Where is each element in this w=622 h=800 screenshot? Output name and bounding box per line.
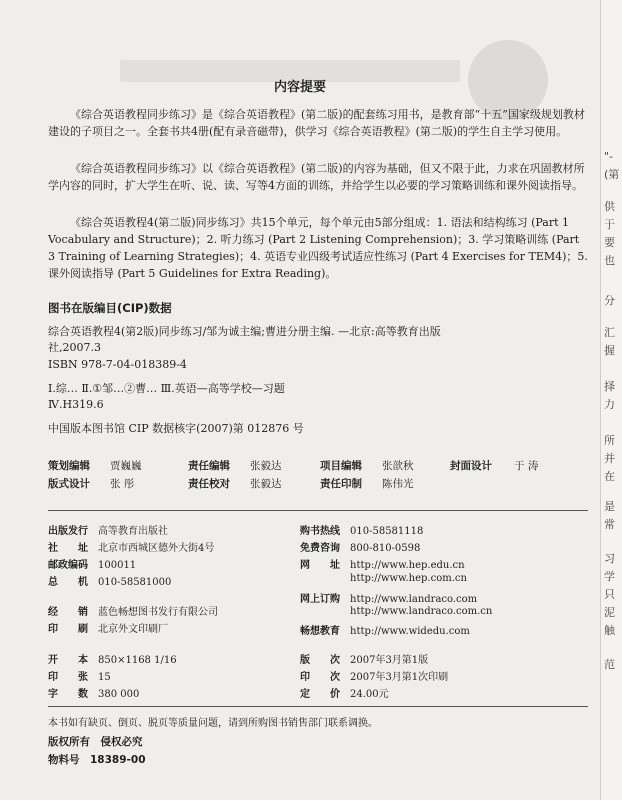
pub-left-5: 印 刷 北京外文印刷厂 — [48, 624, 168, 635]
pub-left-8: 字 数 380 000 — [48, 689, 140, 700]
pub-right-3: http://www.hep.com.cn — [350, 573, 467, 584]
pub-right-8: 印 次 2007年3月第1次印刷 — [300, 672, 449, 683]
staff-value: 贾巍巍 — [110, 460, 142, 472]
adjacent-glyph: 供 — [604, 200, 615, 213]
adjacent-page-edge — [600, 0, 622, 800]
adjacent-glyph: 握 — [604, 344, 615, 357]
pub-left-3: 总 机 010-58581000 — [48, 577, 172, 588]
pub-right-7: 版 次 2007年3月第1版 — [300, 655, 429, 666]
adjacent-glyph: 汇 — [604, 326, 615, 339]
adjacent-glyph: 泥 — [604, 606, 615, 619]
adjacent-glyph: (第 — [604, 168, 620, 181]
pub-left-4: 经 销 蓝色畅想图书发行有限公司 — [48, 607, 218, 618]
cip-entry: 综合英语教程4(第2版)同步练习/邹为诚主编;曹进分册主编. —北京:高等教育出版社,2007.3 — [48, 325, 441, 354]
pub-right-6: 畅想教育 http://www.widedu.com — [300, 626, 470, 637]
staff-label: 策划编辑 — [48, 460, 90, 472]
adjacent-glyph: 是 — [604, 500, 615, 513]
summary-paragraph-1: 《综合英语教程同步练习》是《综合英语教程》(第二版)的配套练习用书，是教育部“十五”国家级规划教材建设的子项目之一。全套书共4册(配有录音磁带)，供学习《综合英语教程》(第二版)的学生自主学习使用。 — [48, 108, 585, 138]
staff-value: 于 涛 — [514, 460, 539, 472]
pub-right-5: http://www.landraco.com.cn — [350, 606, 493, 617]
quality-notice: 本书如有缺页、倒页、脱页等质量问题，请到所购图书销售部门联系调换。 — [48, 718, 378, 729]
adjacent-glyph: 学 — [604, 570, 615, 583]
staff-label: 责任印制 — [320, 478, 362, 490]
adjacent-glyph: 只 — [604, 588, 615, 601]
summary-paragraph-2: 《综合英语教程同步练习》以《综合英语教程》(第二版)的内容为基础，但又不限于此，力求在巩固教材所学内容的同时，扩大学生在听、说、读、写等4方面的训练，并给学生以必要的学习策略训练和课外阅读指导。 — [48, 162, 585, 192]
staff-row-2 — [48, 476, 588, 492]
material-number: 物料号 18389-00 — [48, 754, 146, 766]
adjacent-glyph: 在 — [604, 470, 615, 483]
rights-notice: 版权所有 侵权必究 — [48, 736, 143, 748]
pub-right-4: 网上订购 http://www.landraco.com — [300, 594, 478, 605]
adjacent-glyph: 也 — [604, 254, 615, 267]
adjacent-glyph: 分 — [604, 294, 615, 307]
pub-right-1: 免费咨询 800-810-0598 — [300, 543, 421, 554]
page-title: 内容提要 — [273, 80, 326, 95]
adjacent-glyph: "- — [604, 150, 614, 163]
cip-classification-2: Ⅳ.H319.6 — [48, 398, 104, 411]
pub-right-9: 定 价 24.00元 — [300, 689, 389, 700]
adjacent-glyph: 择 — [604, 380, 615, 393]
isbn: ISBN 978-7-04-018389-4 — [48, 358, 187, 371]
adjacent-glyph: 常 — [604, 518, 615, 531]
summary-paragraph-3: 《综合英语教程4(第二版)同步练习》共15个单元，每个单元由5部分组成：1. 语法和结构练习 (Part 1 Vocabulary and Structure)；2. 听力练习 (Part 2 Listening Comprehension)；3. 学习策略训练 (Part 3 Training of Learning Strategies)；4. 英语专业四级考试适应性练习 (Part 4 Exercises for TEM4)；5. 课外阅读指导 (Part 5 Guidelines for Extra Reading)。 — [48, 216, 588, 280]
staff-label: 封面设计 — [450, 460, 492, 472]
adjacent-glyph: 习 — [604, 552, 615, 565]
staff-value: 陈伟光 — [382, 478, 414, 490]
staff-label: 项目编辑 — [320, 460, 362, 472]
staff-value: 张歆秋 — [382, 460, 414, 472]
staff-row-1 — [48, 458, 588, 474]
pub-left-7: 印 张 15 — [48, 672, 111, 683]
staff-label: 责任校对 — [188, 478, 230, 490]
adjacent-glyph: 要 — [604, 236, 615, 249]
adjacent-glyph: 范 — [604, 658, 615, 671]
pub-left-0: 出版发行 高等教育出版社 — [48, 526, 168, 537]
pub-left-2: 邮政编码 100011 — [48, 560, 137, 571]
pub-left-6: 开 本 850×1168 1/16 — [48, 655, 177, 666]
pub-right-0: 购书热线 010-58581118 — [300, 526, 424, 537]
adjacent-glyph: 于 — [604, 218, 615, 231]
staff-value: 张毅达 — [250, 460, 282, 472]
divider-bottom — [48, 706, 588, 707]
pub-right-2: 网 址 http://www.hep.edu.cn — [300, 560, 465, 571]
cip-number: 中国版本图书馆 CIP 数据核字(2007)第 012876 号 — [48, 422, 304, 435]
adjacent-glyph: 力 — [604, 398, 615, 411]
staff-value: 张毅达 — [250, 478, 282, 490]
divider-top — [48, 510, 588, 511]
staff-label: 责任编辑 — [188, 460, 230, 472]
staff-value: 张 彤 — [110, 478, 135, 490]
staff-label: 版式设计 — [48, 478, 90, 490]
cip-classification-1: Ⅰ.综… Ⅱ.①邹…②曹… Ⅲ.英语—高等学校—习题 — [48, 382, 285, 395]
cip-heading: 图书在版编目(CIP)数据 — [48, 301, 172, 315]
adjacent-glyph: 所 — [604, 434, 615, 447]
pub-left-1: 社 址 北京市西城区德外大街4号 — [48, 543, 215, 554]
adjacent-glyph: 并 — [604, 452, 615, 465]
adjacent-glyph: 触 — [604, 624, 615, 637]
